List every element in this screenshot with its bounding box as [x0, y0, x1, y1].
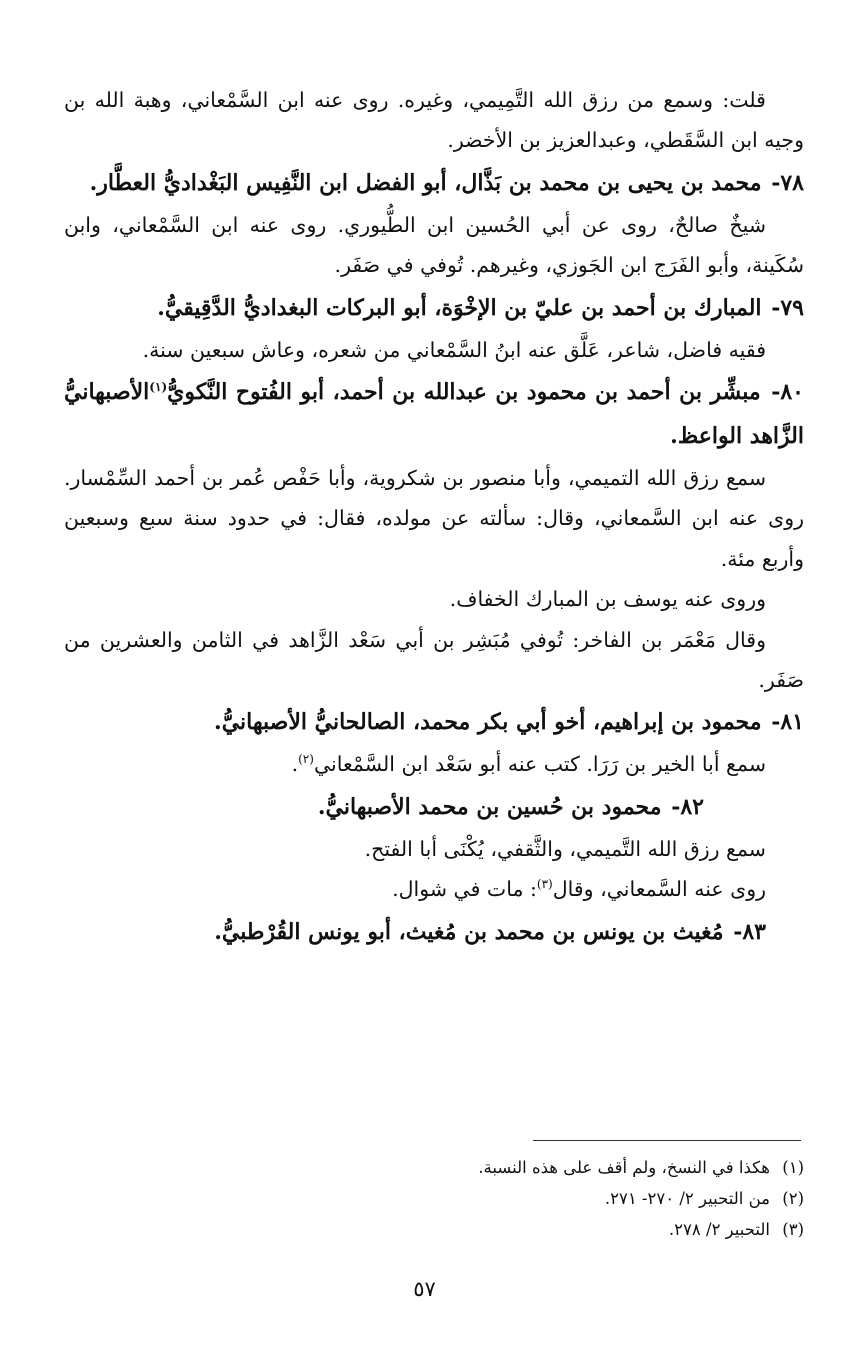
- paragraph: وروى عنه يوسف بن المبارك الخفاف.: [449, 587, 766, 612]
- footnote-marker: (٣): [536, 877, 553, 892]
- entry-heading-80: [64, 370, 804, 458]
- paragraph: سمع رزق الله التَّميمي، والثَّقفي، يُكْنَى أبا الفتح.: [364, 836, 766, 861]
- footnote: [100, 1214, 804, 1245]
- entry-title: مبشِّر بن أحمد بن محمود بن عبدالله بن أحمد، أبو الفُتوح النَّكويُّ: [167, 379, 761, 406]
- footnote-text: التحبير ٢/ ٢٧٨.: [668, 1220, 770, 1239]
- entry-number: ٧٨-: [771, 169, 804, 196]
- paragraph: شيخٌ صالحٌ، روى عن أبي الحُسين ابن الطُّيوري. روى عنه ابن السَّمْعاني، وابن سُكَينة، وأبو الفَرَج ابن الجَوزي، وغيرهم. تُوفي في صَفَر.: [64, 212, 804, 278]
- entry-title: محمود بن حُسين بن محمد الأصبهانيُّ.: [317, 793, 662, 820]
- footnote-number: (٢): [782, 1189, 804, 1208]
- paragraph: [64, 744, 804, 784]
- paragraph: وقال مَعْمَر بن الفاخر: تُوفي مُبَشِر بن أبي سَعْد الزَّاهد في الثامن والعشرين من صَفَر.: [64, 627, 804, 693]
- entry-number: ٨٣-: [733, 918, 766, 945]
- main-text: [64, 80, 804, 954]
- footnote-marker: (٢): [298, 752, 314, 767]
- entry-heading-79: [64, 286, 804, 330]
- paragraph-text: سمع أبا الخير بن رَرَا. كتب عنه أبو سَعْد ابن السَّمْعاني: [313, 752, 766, 777]
- entry-number: ٧٩-: [771, 294, 804, 321]
- paragraph: فقيه فاضل، شاعر، عَلَّق عنه ابنُ السَّمْعاني من شعره، وعاش سبعين سنة.: [142, 337, 766, 362]
- entry-title-cont: الأصبهانيُّ الزَّاهد الواعظ.: [64, 379, 804, 450]
- paragraph: سمع رزق الله التميمي، وأبا منصور بن شكروية، وأبا حَفْص عُمر بن أحمد السِّمْسار. روى عنه ابن السَّمعاني، وقال: سألته عن مولده، فقال: في حدود سنة سبع وسبعين وأربع مئة.: [64, 466, 804, 571]
- footnote-text: من التحبير ٢/ ٢٧٠- ٢٧١.: [604, 1189, 770, 1208]
- paragraph: قلت: وسمع من رزق الله التَّمِيمي، وغيره. روى عنه ابن السَّمْعاني، وهبة الله بن وجيه ابن السَّقَطي، وعبدالعزيز بن الأخضر.: [64, 88, 804, 153]
- entry-title: محمود بن إبراهيم، أخو أبي بكر محمد، الصالحانيُّ الأصبهانيُّ.: [214, 709, 762, 736]
- footnote-marker: (١): [149, 380, 168, 395]
- footnote-divider: [533, 1140, 801, 1141]
- footnote-text: هكذا في النسخ، ولم أقف على هذه النسبة.: [478, 1158, 770, 1177]
- entry-number: ٨١-: [771, 709, 804, 736]
- footnotes: [100, 1152, 804, 1245]
- entry-number: ٨٢-: [671, 793, 704, 820]
- paragraph: [64, 869, 804, 909]
- entry-heading-82: [64, 785, 804, 829]
- entry-title: المبارك بن أحمد بن عليّ بن الإخْوَة، أبو البركات البغداديُّ الدَّقِيقيُّ.: [157, 294, 762, 321]
- entry-title: مُغيث بن يونس بن محمد بن مُغيث، أبو يونس القُرْطبيُّ.: [214, 918, 724, 945]
- entry-number: ٨٠-: [771, 379, 804, 406]
- paragraph-text-end: : مات في شوال.: [392, 877, 537, 902]
- paragraph-text-end: .: [291, 752, 299, 777]
- entry-title: محمد بن يحيى بن محمد بن بَذَّال، أبو الفضل ابن النَّفِيس البَغْداديُّ العطَّار.: [89, 169, 762, 196]
- footnote-number: (١): [782, 1158, 804, 1177]
- footnote-number: (٣): [782, 1220, 804, 1239]
- page-number: ٥٧: [413, 1277, 436, 1301]
- paragraph-text: روى عنه السَّمعاني، وقال: [552, 877, 766, 902]
- entry-heading-83: [64, 910, 804, 954]
- footnote: [100, 1183, 804, 1214]
- entry-heading-78: [64, 161, 804, 205]
- footnote: [100, 1152, 804, 1183]
- entry-heading-81: [64, 700, 804, 744]
